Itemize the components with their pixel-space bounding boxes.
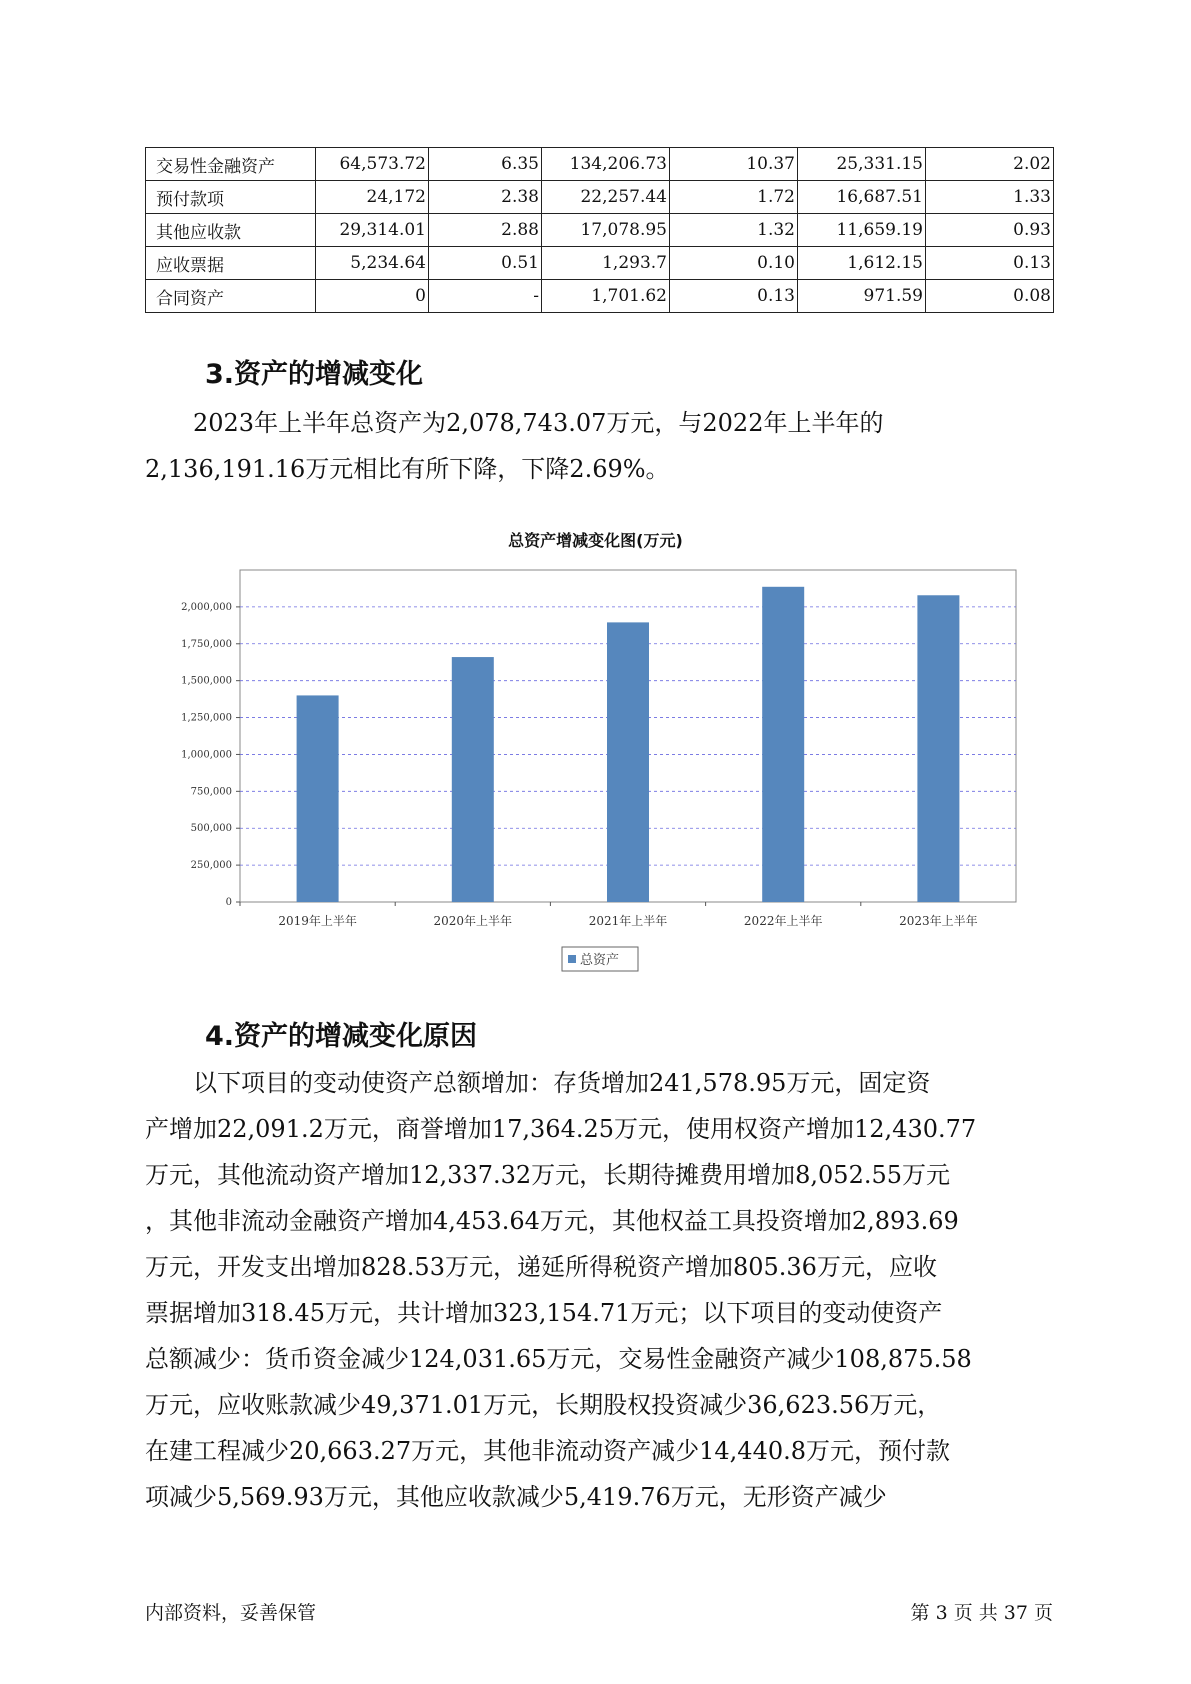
bar [607,622,649,902]
value-cell: 1.33 [926,181,1054,214]
table-row [146,280,1054,313]
section-4-paragraph [145,1060,1053,1520]
value-cell: 0.13 [670,280,798,313]
x-tick-label: 2019年上半年 [278,914,357,928]
bar [917,595,959,902]
paragraph-line: 2023年上半年总资产为2,078,743.07万元，与2022年上半年的 [193,409,884,437]
chart-title: 总资产增减变化图(万元) [508,531,683,550]
value-cell: 0.08 [926,280,1054,313]
value-cell: - [429,280,542,313]
section-3-paragraph [145,400,1053,492]
value-cell: 1.72 [670,181,798,214]
row-label-cell: 合同资产 [146,280,316,313]
bar [762,587,804,902]
y-tick-label: 1,500,000 [181,675,232,687]
y-tick-label: 0 [225,897,232,908]
paragraph-line: 项减少5,569.93万元，其他应收款减少5,419.76万元，无形资产减少 [145,1483,887,1511]
row-label-cell: 交易性金融资产 [146,148,316,181]
value-cell: 2.88 [429,214,542,247]
x-tick-label: 2022年上半年 [743,914,823,928]
table-row [146,181,1054,214]
row-label-cell: 应收票据 [146,247,316,280]
paragraph-line: 总额减少：货币资金减少124,031.65万元，交易性金融资产减少108,875.58 [145,1345,972,1373]
value-cell: 134,206.73 [542,148,670,181]
y-tick-label: 500,000 [190,823,232,835]
value-cell: 29,314.01 [316,214,429,247]
value-cell: 971.59 [798,280,926,313]
y-tick-label: 1,000,000 [181,749,232,761]
bar [452,657,494,902]
value-cell: 6.35 [429,148,542,181]
value-cell: 1.32 [670,214,798,247]
bar [297,695,339,902]
paragraph-line: 万元，开发支出增加828.53万元，递延所得税资产增加805.36万元，应收 [145,1253,937,1281]
paragraph-line: 万元，其他流动资产增加12,337.32万元，长期待摊费用增加8,052.55万元 [145,1161,951,1189]
value-cell: 0 [316,280,429,313]
value-cell: 16,687.51 [798,181,926,214]
table-row [146,247,1054,280]
paragraph-line: 产增加22,091.2万元，商誉增加17,364.25万元，使用权资产增加12,430.77 [145,1115,977,1143]
value-cell: 64,573.72 [316,148,429,181]
value-cell: 24,172 [316,181,429,214]
value-cell: 5,234.64 [316,247,429,280]
value-cell: 0.13 [926,247,1054,280]
value-cell: 1,293.7 [542,247,670,280]
section-3-heading: 3.资产的增减变化 [205,359,424,390]
paragraph-line: 在建工程减少20,663.27万元，其他非流动资产减少14,440.8万元，预付款 [145,1437,951,1465]
value-cell: 1,701.62 [542,280,670,313]
table-row [146,214,1054,247]
y-tick-label: 1,250,000 [181,712,232,724]
legend-label: 总资产 [580,953,620,968]
y-tick-label: 750,000 [190,786,232,798]
row-label-cell: 其他应收款 [146,214,316,247]
value-cell: 0.10 [670,247,798,280]
paragraph-line: 万元，应收账款减少49,371.01万元，长期股权投资减少36,623.56万元， [145,1391,942,1419]
value-cell: 0.51 [429,247,542,280]
footer-page-number: 第 3 页 共 37 页 [910,1602,1053,1624]
paragraph-line: 以下项目的变动使资产总额增加：存货增加241,578.95万元，固定资 [193,1069,931,1097]
value-cell: 1,612.15 [798,247,926,280]
section-4-heading: 4.资产的增减变化原因 [205,1021,478,1052]
x-tick-label: 2020年上半年 [433,914,513,928]
y-tick-label: 250,000 [190,860,232,872]
paragraph-line: 2,136,191.16万元相比有所下降，下降2.69%。 [145,455,670,483]
paragraph-line: 票据增加318.45万元，共计增加323,154.71万元；以下项目的变动使资产 [145,1299,943,1327]
value-cell: 2.38 [429,181,542,214]
footer-confidential-note: 内部资料，妥善保管 [145,1602,317,1624]
y-tick-label: 2,000,000 [181,601,232,613]
value-cell: 17,078.95 [542,214,670,247]
row-label-cell: 预付款项 [146,181,316,214]
y-tick-label: 1,750,000 [181,638,232,650]
asset-table-body [146,148,1054,313]
paragraph-line: ，其他非流动金融资产增加4,453.64万元，其他权益工具投资增加2,893.69 [145,1207,959,1235]
value-cell: 0.93 [926,214,1054,247]
value-cell: 25,331.15 [798,148,926,181]
total-assets-bar-chart [160,560,1020,980]
value-cell: 10.37 [670,148,798,181]
value-cell: 22,257.44 [542,181,670,214]
table-row [146,148,1054,181]
value-cell: 2.02 [926,148,1054,181]
asset-table [145,147,1054,313]
value-cell: 11,659.19 [798,214,926,247]
legend-swatch [568,955,576,963]
x-tick-label: 2021年上半年 [588,914,668,928]
x-tick-label: 2023年上半年 [899,914,978,928]
